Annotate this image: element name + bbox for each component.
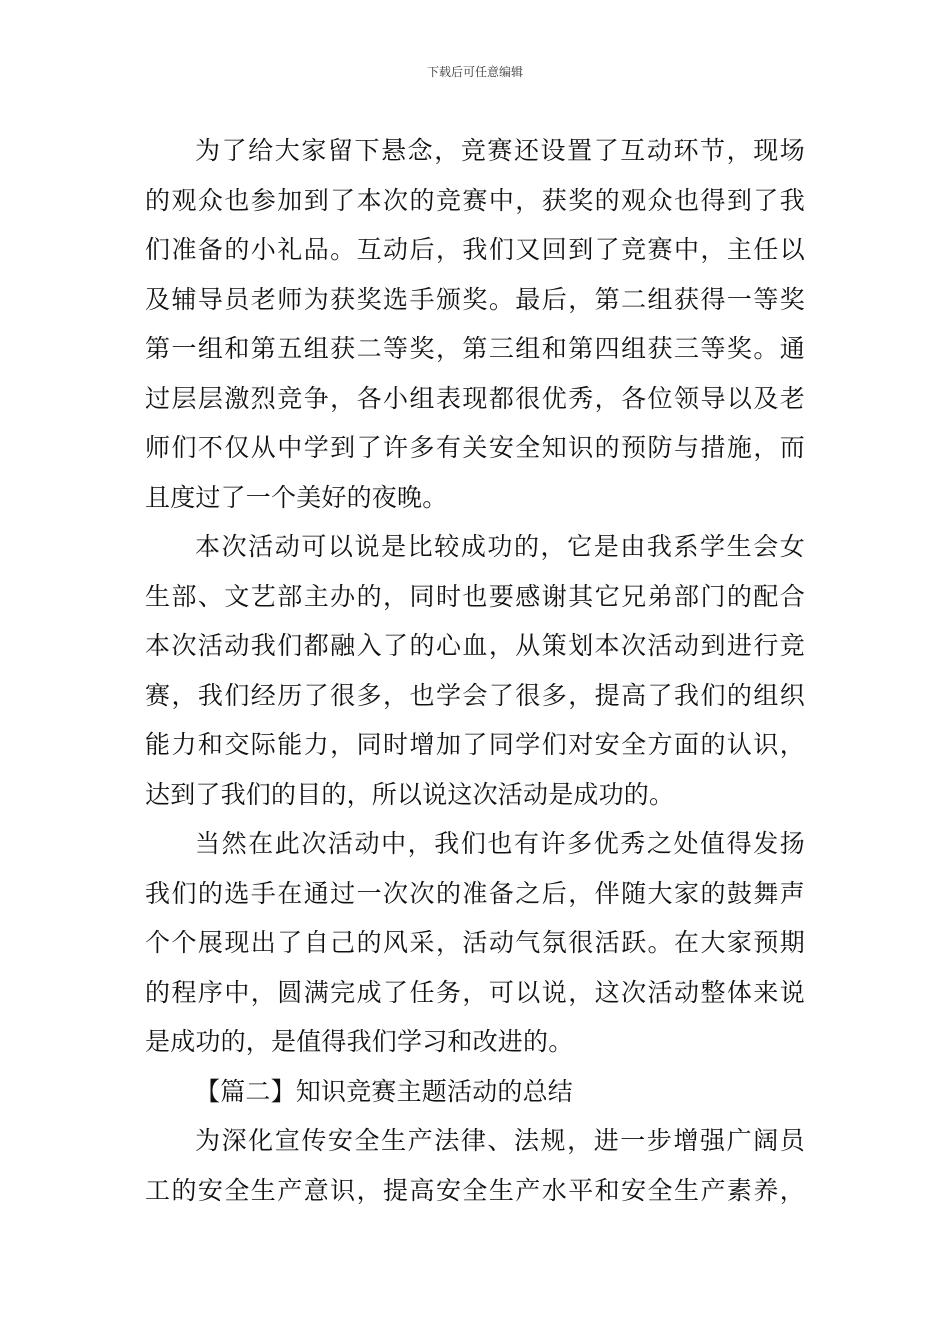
paragraph-line: 的程序中，圆满完成了任务，可以说，这次活动整体来说 — [145, 977, 805, 1007]
paragraph-line: 是成功的，是值得我们学习和改进的。 — [145, 1027, 574, 1056]
paragraph-line: 第一组和第五组获二等奖，第三组和第四组获三等奖。通 — [145, 334, 805, 363]
paragraph-line: 本次活动可以说是比较成功的，它是由我系学生会女 — [195, 532, 805, 561]
paragraph-line: 且度过了一个美好的夜晚。 — [145, 482, 448, 512]
paragraph-line: 能力和交际能力，同时增加了同学们对安全方面的认识， — [145, 730, 805, 759]
document-body — [145, 126, 805, 1215]
paragraph-line: 我们的选手在通过一次次的准备之后，伴随大家的鼓舞声 — [145, 878, 805, 908]
page-header: 下载后可任意编辑 — [426, 65, 523, 79]
paragraph-line: 的观众也参加到了本次的竞赛中，获奖的观众也得到了我 — [145, 185, 805, 215]
paragraph-line: 生部、文艺部主办的，同时也要感谢其它兄弟部门的配合 — [145, 581, 805, 611]
paragraph-line: 工的安全生产意识，提高安全生产水平和安全生产素养， — [145, 1175, 805, 1205]
paragraph-line: 师们不仅从中学到了许多有关安全知识的预防与措施，而 — [145, 433, 805, 462]
paragraph-line: 及辅导员老师为获奖选手颁奖。最后，第二组获得一等奖 — [145, 284, 805, 314]
paragraph-line: 们准备的小礼品。互动后，我们又回到了竞赛中，主任以 — [145, 235, 805, 264]
paragraph-line: 本次活动我们都融入了的心血，从策划本次活动到进行竞 — [145, 631, 805, 660]
paragraph-line: 个个展现出了自己的风采，活动气氛很活跃。在大家预期 — [145, 928, 805, 957]
paragraph-line: 为了给大家留下悬念，竞赛还设置了互动环节，现场 — [195, 136, 805, 165]
paragraph-line: 过层层激烈竞争，各小组表现都很优秀，各位领导以及老 — [145, 383, 805, 413]
paragraph-line: 赛，我们经历了很多，也学会了很多，提高了我们的组织 — [145, 680, 805, 710]
section-heading: 【篇二】知识竞赛主题活动的总结 — [195, 1076, 574, 1106]
paragraph-line: 当然在此次活动中，我们也有许多优秀之处值得发扬 — [195, 829, 805, 858]
paragraph-line: 为深化宣传安全生产法律、法规，进一步增强广阔员 — [195, 1126, 805, 1155]
paragraph-line: 达到了我们的目的，所以说这次活动是成功的。 — [145, 779, 675, 809]
